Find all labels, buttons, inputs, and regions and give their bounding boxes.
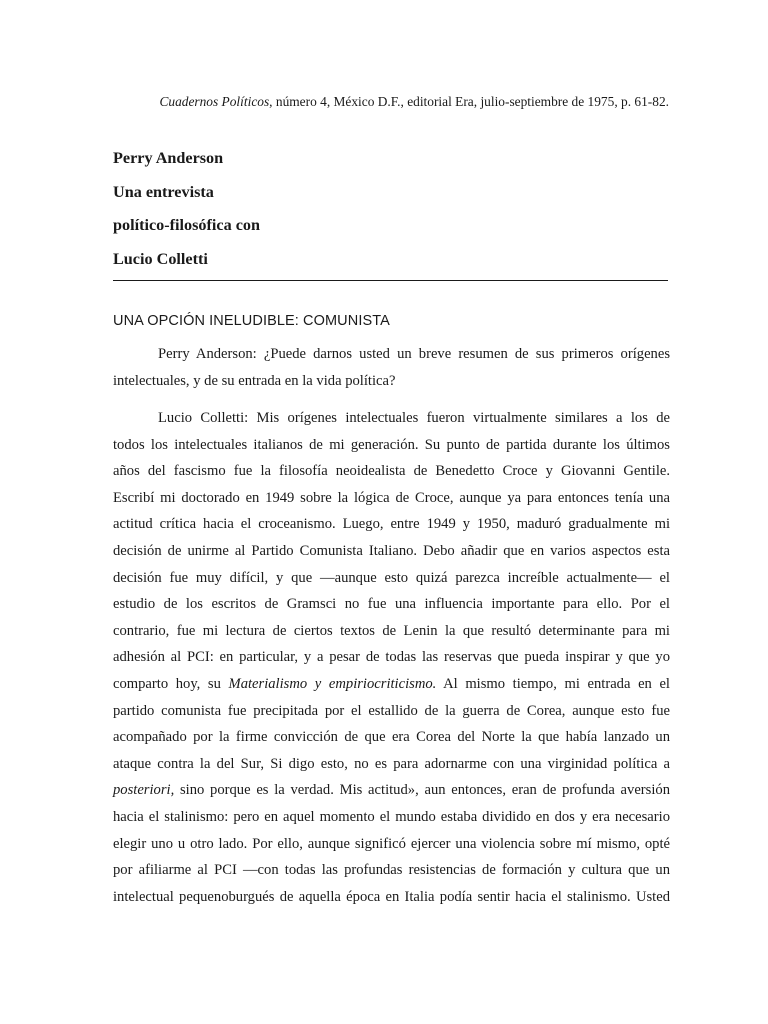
title-block [113, 142, 668, 281]
paragraph-line: Lucio Colletti: Mis orígenes intelectuales fueron virtualmente similares a los de [158, 410, 670, 426]
paragraph-line: elegir uno u otro lado. Por ello, aunque significó ejercer una violencia sobre mí mismo, opté [113, 835, 670, 852]
line-text: Al mismo tiempo, mi entrada en el [436, 675, 670, 692]
paragraph-line: Perry Anderson: ¿Puede darnos usted un breve resumen de sus primeros orígenes [158, 346, 670, 362]
paragraph-line [113, 777, 670, 804]
paragraph-line: acompañado por la firme convicción de que era Corea del Norte la que había lanzado un [113, 729, 670, 746]
paragraph-line: decisión de unirme al Partido Comunista Italiano. Debo añadir que en varios aspectos esta [113, 542, 670, 559]
paragraph-answer [113, 405, 670, 910]
section-heading: UNA OPCIÓN INELUDIBLE: COMUNISTA [113, 313, 390, 329]
paragraph-line: decisión fue muy difícil, y que —aunque esto quizá parezca increíble actualmente— el [113, 569, 670, 586]
journal-name: Cuadernos Políticos [159, 94, 270, 109]
paragraph-line: intelectual pequenoburgués de aquella época en Italia podía sentir hacia el stalinismo. Usted [113, 888, 670, 905]
book-title-italic: Materialismo y empiriocriticismo. [228, 675, 437, 692]
paragraph-line: intelectuales, y de su entrada en la vida política? [113, 372, 396, 389]
line-text: sino porque es la verdad. Mis actitud», aun entonces, eran de profunda aversión [174, 782, 670, 799]
paragraph-line: actitud crítica hacia el croceanismo. Luego, entre 1949 y 1950, maduró gradualmente mi [113, 516, 670, 533]
paragraph-line: todos los intelectuales italianos de mi generación. Su punto de partida durante los últimos [113, 436, 670, 453]
paragraph-line: hacia el stalinismo: pero en aquel momento el mundo estaba dividido en dos y era necesario [113, 808, 670, 825]
paragraph-line: estudio de los escritos de Gramsci no fue una influencia importante para ello. Por el [113, 596, 670, 613]
latin-term-italic: posteriori, [113, 782, 175, 799]
paragraph-question [113, 341, 670, 394]
paragraph-line: por afiliarme al PCI —con todas las profundas resistencias de formación y cultura que un [113, 862, 670, 879]
paragraph-line: contrario, fue mi lectura de ciertos textos de Lenin la que resultó determinante para mi [113, 622, 670, 639]
paragraph-line: adhesión al PCI: en particular, y a pesar de todas las reservas que pueda inspirar y que yo [113, 649, 670, 666]
line-text: comparto hoy, su [113, 675, 229, 692]
author-name: Perry Anderson [113, 149, 224, 167]
citation [159, 93, 669, 111]
paragraph-line: años del fascismo fue la filosofía neoidealista de Benedetto Croce y Giovanni Gentile. [113, 463, 670, 480]
paragraph-line: partido comunista fue precipitada por el estallido de la guerra de Corea, aunque esto fue [113, 702, 670, 719]
paragraph-line: ataque contra la del Sur, Si digo esto, no es para adornarme con una virginidad política a [113, 755, 670, 772]
title-line-2: político-filosófica con [113, 216, 261, 234]
paragraph-line: Escribí mi doctorado en 1949 sobre la lógica de Croce, aunque ya para entonces tenía una [113, 489, 670, 506]
title-line-1: Una entrevista [113, 182, 214, 201]
paragraph-line [113, 671, 670, 698]
citation-details: , número 4, México D.F., editorial Era, julio-septiembre de 1975, p. 61-82. [269, 94, 669, 109]
title-line-3: Lucio Colletti [113, 249, 208, 268]
